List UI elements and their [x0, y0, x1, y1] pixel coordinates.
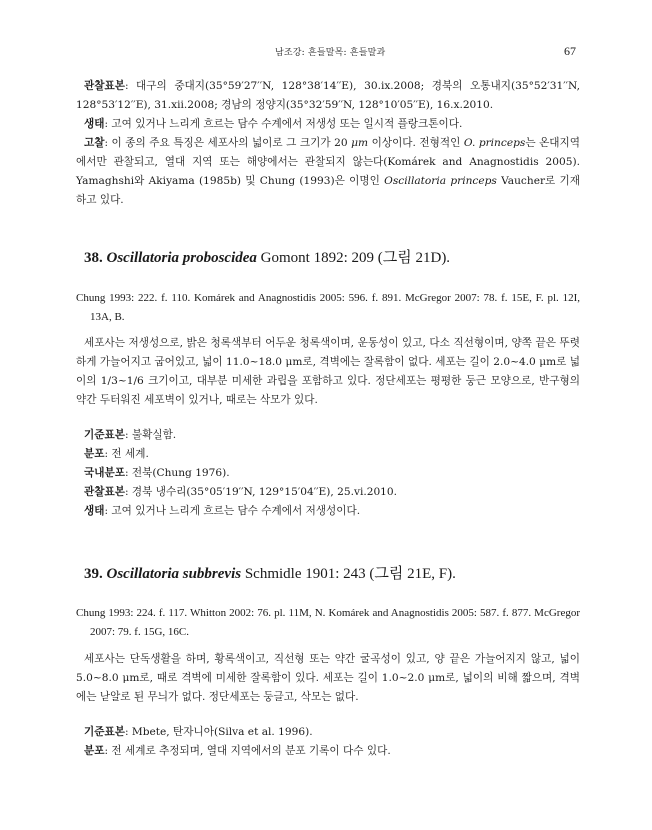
species-name: Oscillatoria subbrevis: [106, 566, 242, 582]
species-38-fields: [76, 426, 580, 521]
field-type-specimen: [76, 723, 580, 742]
field-distribution: [76, 742, 580, 761]
species-authority: Gomont 1892: 209 (그림 21D).: [256, 250, 451, 266]
remarks: [76, 134, 580, 210]
field-type-specimen: [76, 426, 580, 445]
page-header: [0, 44, 652, 60]
description: 세포사는 단독생활을 하며, 황록색이고, 직선형 또는 약간 굴곡성이 있고, 양 끝은 가늘어지지 않고, 넓이 5.0~8.0 μm로, 때로 격벽에 미세한 잘록함이 있다. 세포는 길이 1.0~2.0 μm로, 넓이의 비해 짧으며, 격벽에는 낟알로 된 무늬가 없다. 정단세포는 둥글고, 삭모는 없다.: [76, 653, 580, 703]
running-head: 남조강: 흔들말목: 흔들말과: [275, 48, 386, 58]
field-distribution: [76, 445, 580, 464]
species-authority: Schmidle 1901: 243 (그림 21E, F).: [241, 566, 456, 582]
species-39-fields: [76, 723, 580, 761]
remark-species: Oscillatoria princeps: [384, 175, 497, 187]
remark-species: O. princeps: [463, 137, 526, 149]
ecology-label: 생태: [84, 118, 105, 130]
species-39-heading: [84, 562, 456, 583]
remark-label: 고찰: [84, 137, 105, 149]
species-38-references: [76, 289, 580, 327]
field-text: : 전 세계로 추정되며, 열대 지역에서의 분포 기록이 다수 있다.: [104, 745, 391, 757]
species-number: 39.: [84, 566, 103, 582]
field-label: 기준표본: [84, 726, 125, 738]
field-text: : 경북 냉수리(35°05′19′′N, 129°15′04′′E), 25.vi.2010.: [124, 486, 398, 498]
species-38-description: [76, 334, 580, 410]
page-number: 67: [564, 44, 576, 58]
field-label: 생태: [84, 505, 105, 517]
field-label: 분포: [84, 745, 105, 757]
species-38-heading: [84, 246, 450, 267]
field-text: : 불확실함.: [124, 429, 177, 441]
species-number: 38.: [84, 250, 103, 266]
remark-text: Vaucher로 기재하고 있다.: [76, 175, 580, 206]
field-korean-distribution: [76, 464, 580, 483]
observed-label: 관찰표본: [84, 80, 125, 92]
field-text: : 전 세계.: [104, 448, 149, 460]
ecology-text: : 고여 있거나 느리게 흐르는 담수 수계에서 저생성 또는 일시적 플랑크톤이다.: [104, 118, 463, 130]
previous-species-entry: [76, 77, 580, 210]
references: Chung 1993: 224. f. 117. Whitton 2002: 76. pl. 11M, N. Komárek and Anagnostidis 2005: 587. f. 877. McGregor 2007: 79. f. 15G, 16C.: [76, 607, 580, 638]
species-name: Oscillatoria proboscidea: [106, 250, 257, 266]
description: 세포사는 저생성으로, 밝은 청록색부터 어두운 청록색이며, 운동성이 있고, 다소 직선형이며, 양쪽 끝은 뚜렷하게 가늘어지고 굽어있고, 넓이 11.0~18.0 μm로, 격벽에는 잘록함이 없다. 세포는 길이 2.0~4.0 μm로 넓이의 1/3~1/6 크기이고, 대부분 미세한 과립을 포함하고 있다. 정단세포는 평평한 둥근 모양으로, 반구형의 약간 두터워진 세포벽이 있거나, 때로는 삭모가 있다.: [76, 337, 580, 406]
references: Chung 1993: 222. f. 110. Komárek and Anagnostidis 2005: 596. f. 891. McGregor 2007: 78. f. 15E, F. pl. 12I, 13A, B.: [76, 292, 580, 323]
field-text: : 전북(Chung 1976).: [124, 467, 230, 479]
field-label: 국내분포: [84, 467, 125, 479]
remark-unit: μm: [351, 137, 369, 149]
field-label: 분포: [84, 448, 105, 460]
remark-text: 는 온대지역에서만 관찰되고, 열대 지역 또는 해양에서는 관찰되지 않는다(Komárek and Anagnostidis 2005). Yamaghshi와 Akiyama (1985b) 및 Chung (1993)은 이명인: [76, 137, 580, 187]
observed-specimens: [76, 77, 580, 115]
species-39-references: [76, 604, 580, 642]
field-ecology: [76, 502, 580, 521]
field-text: : Mbete, 탄자니아(Silva et al. 1996).: [124, 726, 313, 738]
field-observed-specimens: [76, 483, 580, 502]
remark-text: 이상이다. 전형적인: [368, 137, 464, 149]
field-label: 관찰표본: [84, 486, 125, 498]
field-text: : 고여 있거나 느리게 흐르는 담수 수계에서 저생성이다.: [104, 505, 361, 517]
remark-text: : 이 종의 주요 특징은 세포사의 넓이로 그 크기가 20: [104, 137, 352, 149]
species-39-description: [76, 650, 580, 707]
field-label: 기준표본: [84, 429, 125, 441]
observed-text: : 대구의 중대지(35°59′27′′N, 128°38′14′′E), 30.ix.2008; 경북의 오통내지(35°52′31′′N, 128°53′12′′E), 31.xii.2008; 경남의 정양지(35°32′59′′N, 128°10′05′′E), 16.x.2010.: [76, 80, 580, 111]
ecology: [76, 115, 580, 134]
